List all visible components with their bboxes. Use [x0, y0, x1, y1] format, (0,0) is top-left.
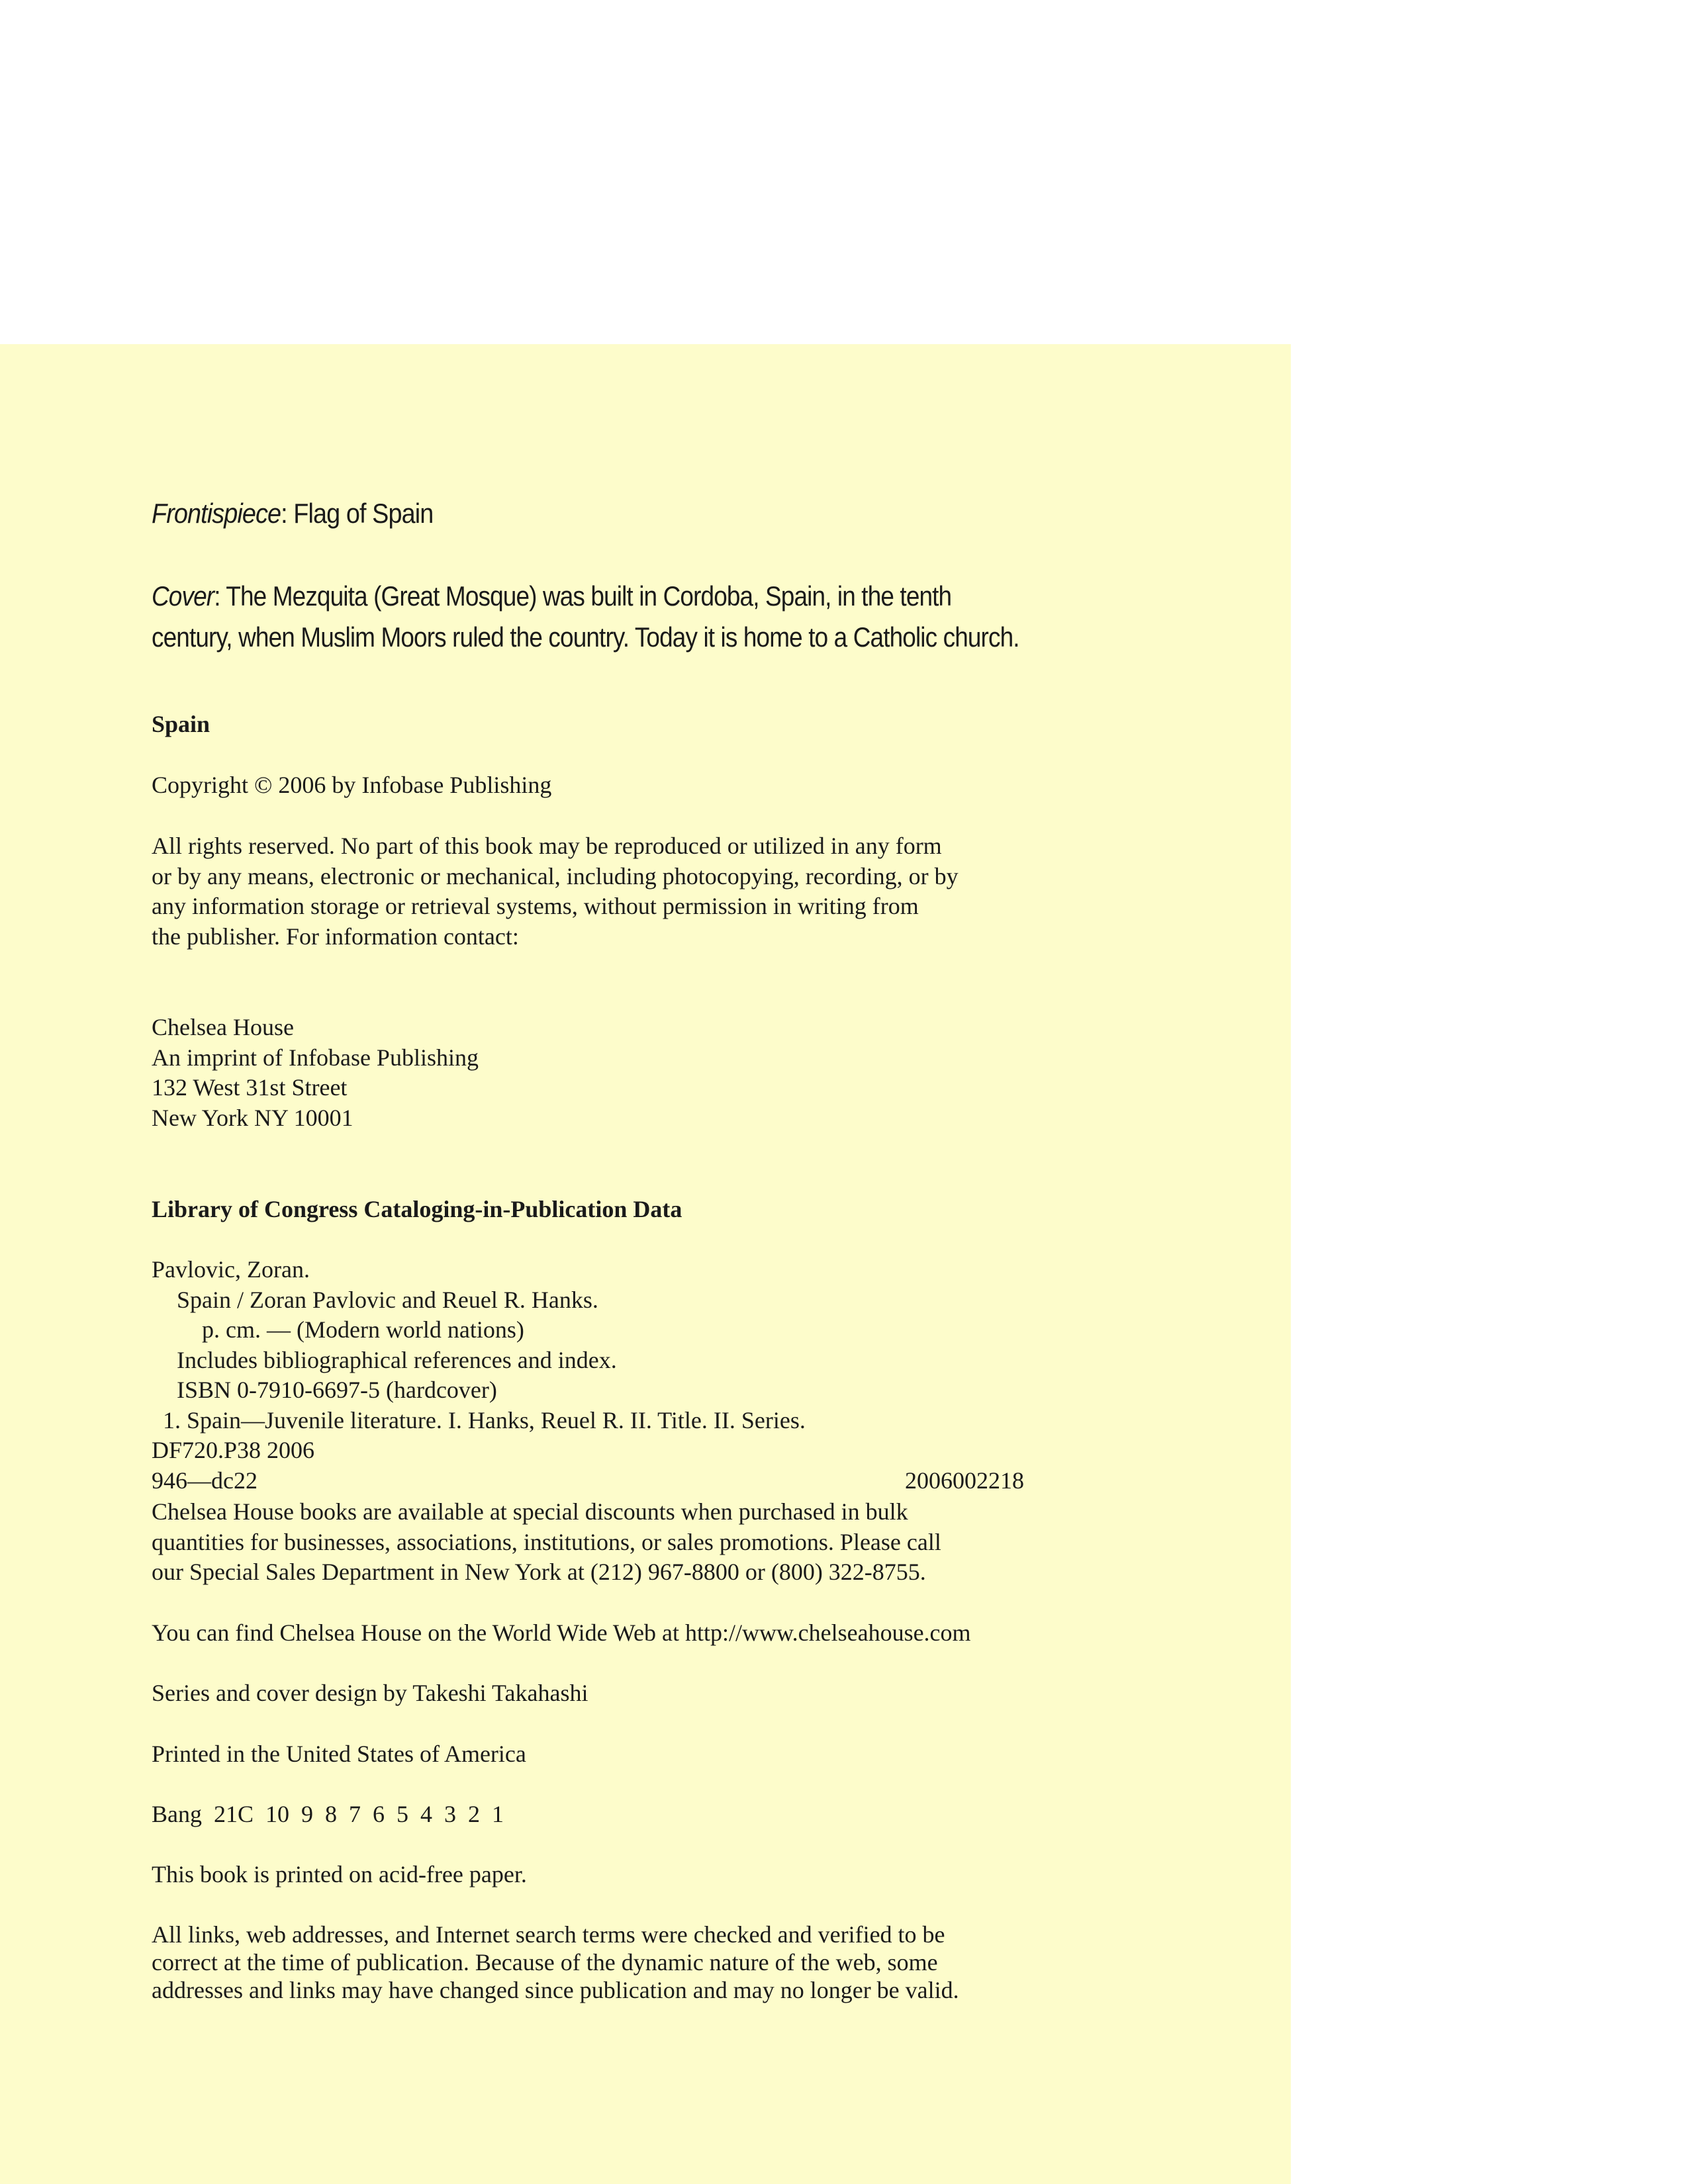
- sales-notice: [152, 1497, 1065, 1588]
- cip-isbn: ISBN 0-7910-6697-5 (hardcover): [177, 1377, 497, 1403]
- rights-line: any information storage or retrieval systems, without permission in writing from: [152, 893, 919, 919]
- cip-lccn: 2006002218: [905, 1467, 1024, 1494]
- cip-author: Pavlovic, Zoran.: [152, 1256, 310, 1283]
- cip-notes-line: Includes bibliographical references and index.: [177, 1346, 617, 1373]
- copyright-page-panel: [0, 344, 1291, 2184]
- cover-caption-line-1: : The Mezquita (Great Mosque) was built in Cordoba, Spain, in the tenth: [214, 580, 952, 612]
- links-line: All links, web addresses, and Internet search terms were checked and verified to be: [152, 1921, 945, 1948]
- cip-lc-call-number: DF720.P38 2006: [152, 1437, 315, 1463]
- cip-dewey: 946—dc22: [152, 1467, 258, 1494]
- rights-line: All rights reserved. No part of this book may be reproduced or utilized in any form: [152, 833, 942, 859]
- frontispiece-text: : Flag of Spain: [281, 498, 434, 529]
- rights-statement: [152, 831, 1065, 952]
- sales-line: quantities for businesses, associations, institutions, or sales promotions. Please call: [152, 1528, 941, 1555]
- sales-line: our Special Sales Department in New York at (212) 967-8800 or (800) 322-8755.: [152, 1559, 926, 1585]
- sales-line: Chelsea House books are available at special discounts when purchased in bulk: [152, 1498, 908, 1525]
- frontispiece-caption: [152, 493, 433, 534]
- print-line: Bang 21C 10 9 8 7 6 5 4 3 2 1: [152, 1801, 504, 1827]
- links-disclaimer: [152, 1921, 1065, 2004]
- printed-in: Printed in the United States of America: [152, 1741, 526, 1767]
- rights-line: or by any means, electronic or mechanical, including photocopying, recording, or by: [152, 862, 959, 889]
- cover-caption-line-2: century, when Muslim Moors ruled the country. Today it is home to a Catholic church.: [152, 621, 1019, 653]
- publisher-address: [152, 1013, 1065, 1133]
- cover-label: Cover: [152, 580, 214, 612]
- links-line: addresses and links may have changed since publication and may no longer be valid.: [152, 1977, 959, 2003]
- cip-subjects: 1. Spain—Juvenile literature. I. Hanks, Reuel R. II. Title. II. Series.: [163, 1406, 806, 1433]
- cip-series-line: p. cm. — (Modern world nations): [202, 1316, 524, 1343]
- cover-caption: [152, 576, 1113, 658]
- cip-title-line: Spain / Zoran Pavlovic and Reuel R. Hanks.: [177, 1286, 598, 1313]
- address-line: Chelsea House: [152, 1014, 294, 1040]
- website-notice: You can find Chelsea House on the World Wide Web at http://www.chelseahouse.com: [152, 1619, 971, 1646]
- address-line: New York NY 10001: [152, 1104, 353, 1131]
- rights-line: the publisher. For information contact:: [152, 923, 519, 950]
- design-credit: Series and cover design by Takeshi Takahashi: [152, 1680, 588, 1706]
- links-line: correct at the time of publication. Because of the dynamic nature of the web, some: [152, 1949, 938, 1976]
- copyright-notice: Copyright © 2006 by Infobase Publishing: [152, 772, 552, 798]
- book-title: Spain: [152, 711, 211, 737]
- paper-note: This book is printed on acid-free paper.: [152, 1861, 527, 1888]
- address-line: 132 West 31st Street: [152, 1074, 348, 1101]
- address-line: An imprint of Infobase Publishing: [152, 1044, 479, 1071]
- cip-classification-row: [152, 1466, 1065, 1496]
- frontispiece-label: Frontispiece: [152, 498, 281, 529]
- cip-heading: Library of Congress Cataloging-in-Publication Data: [152, 1196, 682, 1222]
- cip-record: [152, 1255, 1065, 1496]
